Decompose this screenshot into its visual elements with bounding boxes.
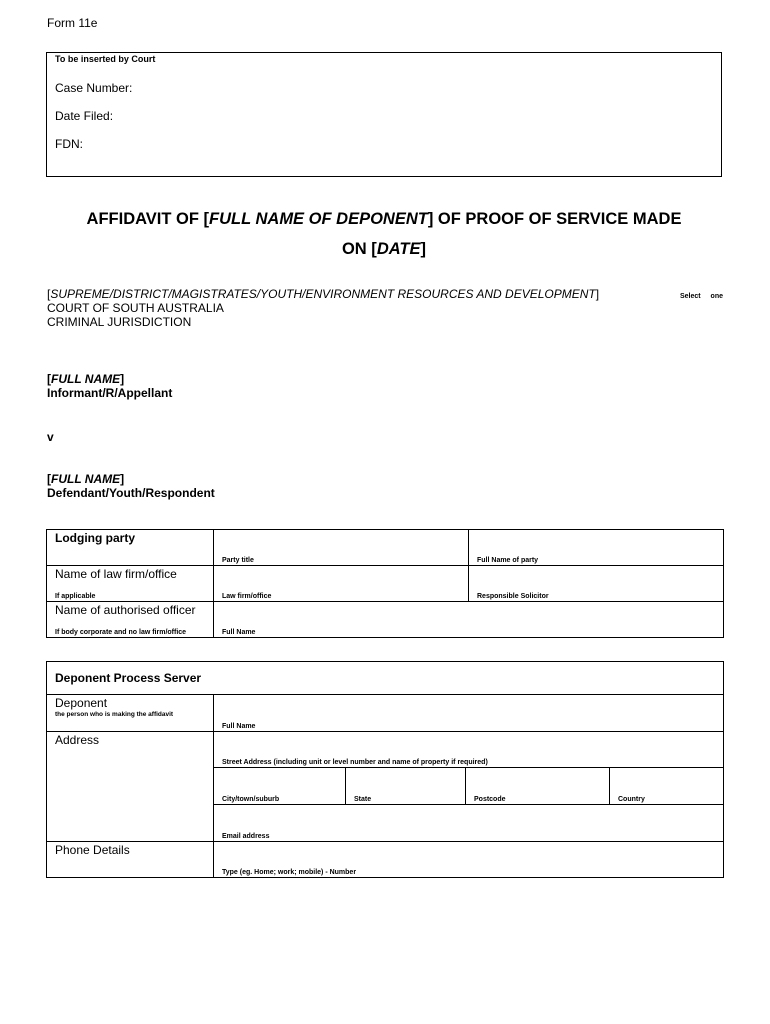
party-1-role: Informant/R/Appellant xyxy=(47,386,173,400)
street-address-caption: Street Address (including unit or level number and name of property if required) xyxy=(222,759,488,766)
party-title-field[interactable] xyxy=(214,530,469,566)
city-caption: City/town/suburb xyxy=(222,796,280,803)
authorised-officer-field[interactable] xyxy=(214,602,724,638)
deponent-note: the person who is making the affidavit xyxy=(55,711,174,718)
title-line-1: AFFIDAVIT OF [FULL NAME OF DEPONENT] OF PROOF OF SERVICE MADE xyxy=(86,210,682,228)
jurisdiction: CRIMINAL JURISDICTION xyxy=(47,315,192,329)
party-1-name: [FULL NAME] xyxy=(47,372,125,386)
phone-field[interactable] xyxy=(214,842,724,878)
court-selection xyxy=(47,287,723,301)
lodging-party-label-cell xyxy=(47,530,214,566)
responsible-solicitor-caption: Responsible Solicitor xyxy=(477,593,549,600)
party-2-role: Defendant/Youth/Respondent xyxy=(47,486,215,500)
email-caption: Email address xyxy=(222,833,270,840)
authorised-officer-label-cell xyxy=(47,602,214,638)
postcode-field[interactable] xyxy=(466,768,610,805)
date-filed-field[interactable]: Date Filed: xyxy=(55,109,114,123)
address-label-cell xyxy=(47,732,214,842)
city-field[interactable] xyxy=(214,768,346,805)
full-name-of-party-field[interactable] xyxy=(469,530,724,566)
body-corporate-note: If body corporate and no law firm/office xyxy=(55,629,187,636)
lodging-party-table xyxy=(46,529,724,638)
state-caption: State xyxy=(354,796,372,803)
law-firm-label: Name of law firm/office xyxy=(55,567,177,581)
deponent-heading-cell xyxy=(47,662,724,695)
court-name: COURT OF SOUTH AUSTRALIA xyxy=(47,301,224,315)
country-caption: Country xyxy=(618,796,645,803)
deponent-full-name-field[interactable] xyxy=(214,695,724,732)
court-options: [SUPREME/DISTRICT/MAGISTRATES/YOUTH/ENVIRONMENT RESOURCES AND DEVELOPMENT] xyxy=(47,287,600,301)
deponent-full-name-caption: Full Name xyxy=(222,723,256,730)
full-name-caption: Full Name xyxy=(222,629,256,636)
court-use-box xyxy=(46,52,722,177)
full-name-of-party-caption: Full Name of party xyxy=(477,557,539,564)
title-line-2: ON [DATE] xyxy=(341,240,427,258)
fdn-field[interactable]: FDN: xyxy=(55,137,83,151)
postcode-caption: Postcode xyxy=(474,796,506,803)
law-firm-caption: Law firm/office xyxy=(222,593,272,600)
document-title xyxy=(46,204,722,264)
responsible-solicitor-field[interactable] xyxy=(469,566,724,602)
deponent-table xyxy=(46,661,724,878)
authorised-officer-label: Name of authorised officer xyxy=(55,603,196,617)
street-address-field[interactable] xyxy=(214,732,724,768)
phone-label-cell xyxy=(47,842,214,878)
if-applicable-note: If applicable xyxy=(55,593,96,600)
deponent-heading: Deponent Process Server xyxy=(55,671,202,685)
versus: v xyxy=(47,430,54,444)
phone-label: Phone Details xyxy=(55,843,130,857)
court-box-header: To be inserted by Court xyxy=(55,54,156,64)
deponent-label-cell xyxy=(47,695,214,732)
select-one-note: Select one xyxy=(679,293,723,300)
law-firm-label-cell xyxy=(47,566,214,602)
form-number: Form 11e xyxy=(47,16,98,30)
email-field[interactable] xyxy=(214,805,724,842)
deponent-label: Deponent xyxy=(55,696,108,710)
case-number-field[interactable]: Case Number: xyxy=(55,81,133,95)
phone-caption: Type (eg. Home; work; mobile) - Number xyxy=(222,869,357,876)
party-title-caption: Party title xyxy=(222,557,254,564)
lodging-party-label: Lodging party xyxy=(55,531,135,545)
law-firm-field[interactable] xyxy=(214,566,469,602)
state-field[interactable] xyxy=(346,768,466,805)
country-field[interactable] xyxy=(610,768,724,805)
address-label: Address xyxy=(55,733,100,747)
party-2-name: [FULL NAME] xyxy=(47,472,125,486)
